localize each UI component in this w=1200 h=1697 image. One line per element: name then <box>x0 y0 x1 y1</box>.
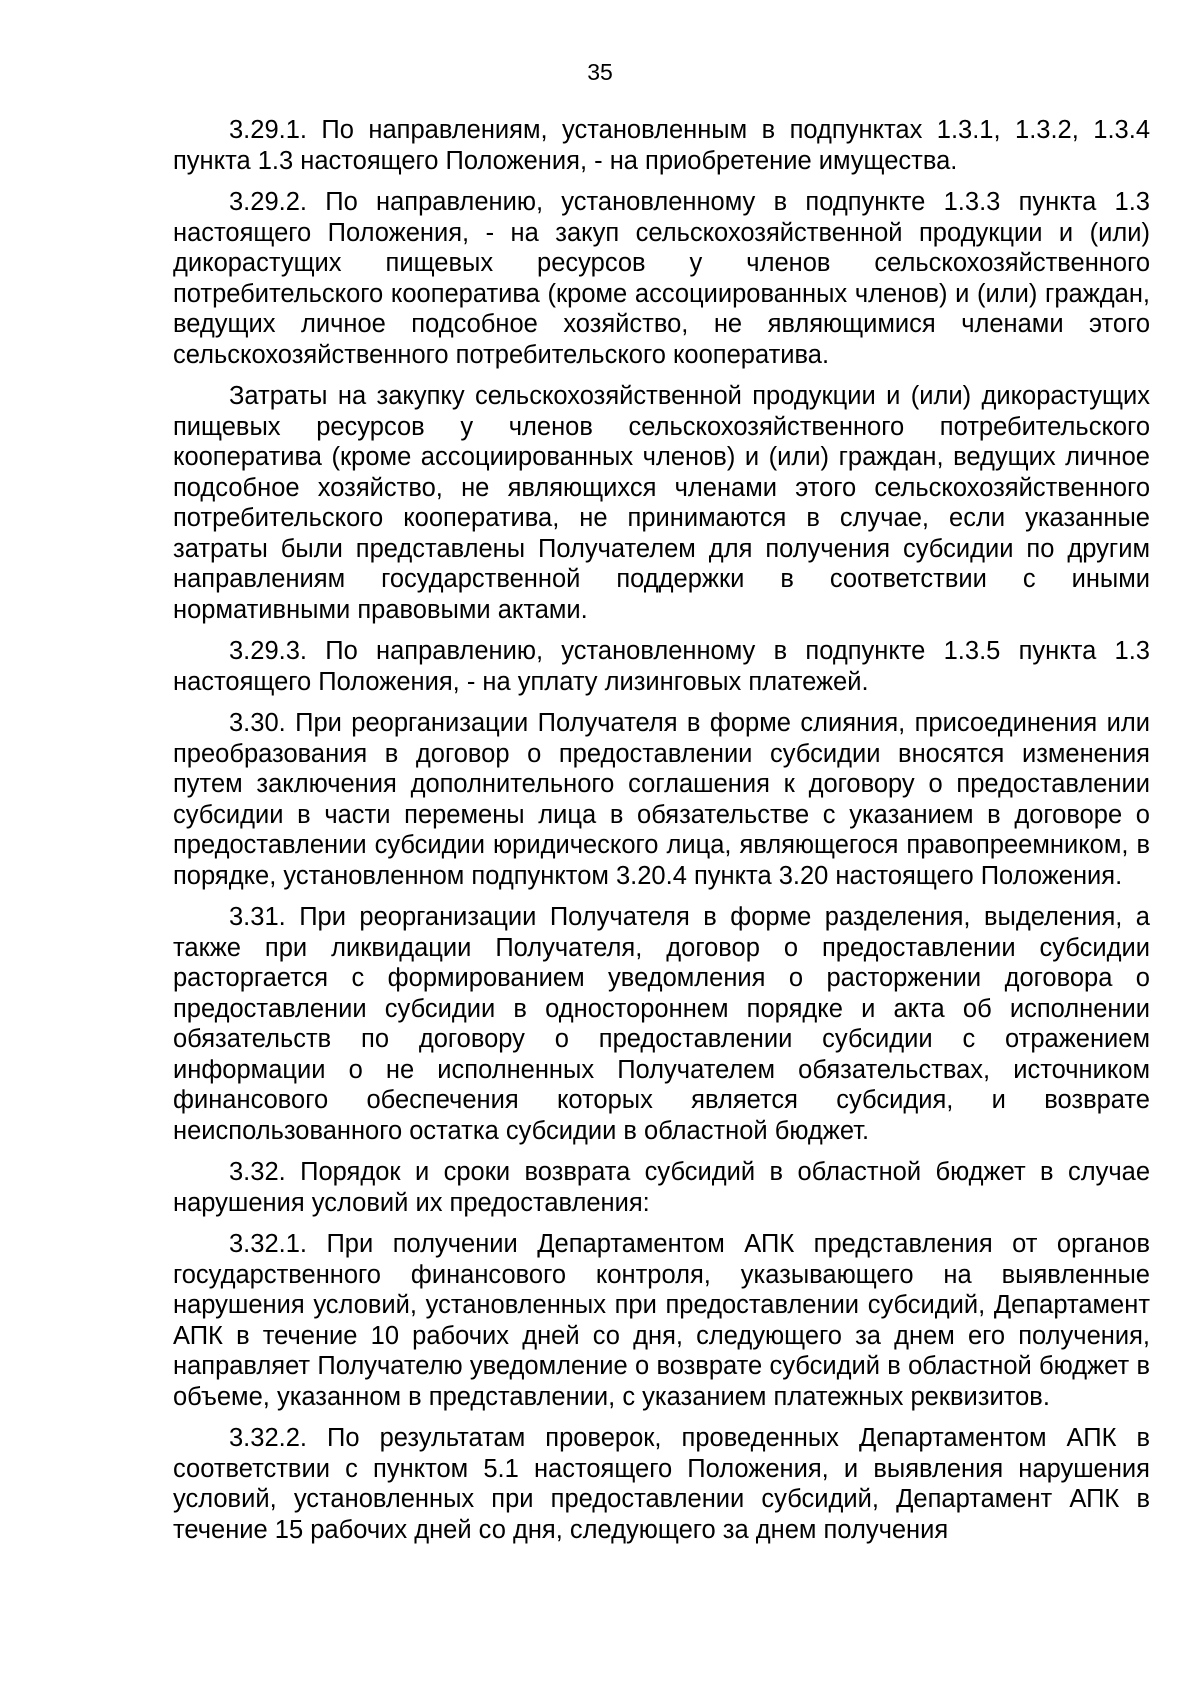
paragraph-3-32-1: 3.32.1. При получении Департаментом АПК представления от органов государственного финансового контроля, указывающего на выявленные нарушения условий, установленных при предоставлении субсидий, Департамент АПК в течение 10 рабочих дней со дня, следующего за днем его получения, направляет Получателю уведомление о возврате субсидий в областной бюджет в объеме, указанном в представлении, с указанием платежных реквизитов. <box>173 1230 1150 1411</box>
paragraph-3-32-2: 3.32.2. По результатам проверок, проведенных Департаментом АПК в соответствии с пунктом 5.1 настоящего Положения, и выявления нарушения условий, установленных при предоставлении субсидий, Департамент АПК в течение 15 рабочих дней со дня, следующего за днем получения <box>173 1424 1150 1544</box>
paragraph-costs: Затраты на закупку сельскохозяйственной продукции и (или) дикорастущих пищевых ресурсов у членов сельскохозяйственного потребительского кооператива (кроме ассоциированных членов) и (или) граждан, ведущих личное подсобное хозяйство, не являющихся членами этого сельскохозяйственного потребительского кооператива, не принимаются в случае, если указанные затраты были представлены Получателем для получения субсидии по другим направлениям государственной поддержки в соответствии с иными нормативными правовыми актами. <box>173 382 1150 624</box>
page-number: 35 <box>587 59 613 85</box>
paragraph-3-29-3: 3.29.3. По направлению, установленному в подпункте 1.3.5 пункта 1.3 настоящего Положения, - на уплату лизинговых платежей. <box>173 637 1150 696</box>
paragraph-3-31: 3.31. При реорганизации Получателя в форме разделения, выделения, а также при ликвидации Получателя, договор о предоставлении субсидии расторгается с формированием уведомления о расторжении договора о предоставлении субсидии в одностороннем порядке и акта об исполнении обязательств по договору о предоставлении субсидии с отражением информации о не исполненных Получателем обязательствах, источником финансового обеспечения которых является субсидия, и возврате неиспользованного остатка субсидии в областной бюджет. <box>173 903 1150 1145</box>
paragraph-3-29-2: 3.29.2. По направлению, установленному в подпункте 1.3.3 пункта 1.3 настоящего Положения, - на закуп сельскохозяйственной продукции и (или) дикорастущих пищевых ресурсов у членов сельскохозяйственного потребительского кооператива (кроме ассоциированных членов) и (или) граждан, ведущих личное подсобное хозяйство, не являющимися членами этого сельскохозяйственного потребительского кооператива. <box>173 188 1150 369</box>
paragraph-3-32: 3.32. Порядок и сроки возврата субсидий в областной бюджет в случае нарушения условий их предоставления: <box>173 1158 1150 1217</box>
paragraph-3-29-1: 3.29.1. По направлениям, установленным в подпунктах 1.3.1, 1.3.2, 1.3.4 пункта 1.3 настоящего Положения, - на приобретение имущества. <box>173 116 1150 175</box>
paragraph-3-30: 3.30. При реорганизации Получателя в форме слияния, присоединения или преобразования в договор о предоставлении субсидии вносятся изменения путем заключения дополнительного соглашения к договору о предоставлении субсидии в части перемены лица в обязательстве с указанием в договоре о предоставлении субсидии юридического лица, являющегося правопреемником, в порядке, установленном подпунктом 3.20.4 пункта 3.20 настоящего Положения. <box>173 709 1150 890</box>
document-body <box>173 115 1150 1556</box>
